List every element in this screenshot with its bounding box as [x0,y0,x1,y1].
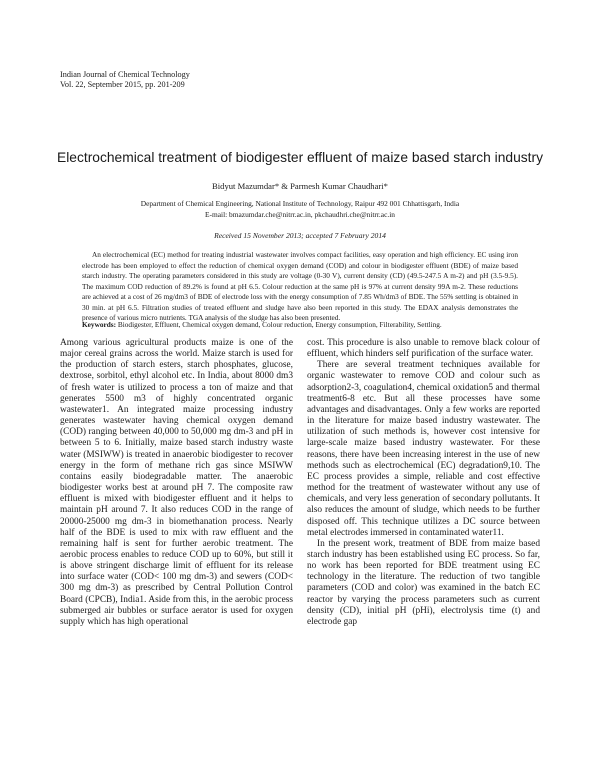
paragraph: Among various agricultural products maize is one of the major cereal grains across the world. Maize starch is used for the production of starch esters, starch phosphates, glucose, dextrose, sorbitol, ethyl alcohol etc. In India, about 8000 dm3 of fresh water is utilized to process a ton of maize and that generates 5500 m3 of highly concentrated organic wastewater1. An integrated maize processing industry generates wastewater having chemical oxygen demand (COD) ranging between 40,000 to 50,000 mg dm-3 and pH in between 5 to 6. Initially, maize based starch industry waste water (MSIWW) is treated in anaerobic biodigester to recover energy in the form of methane rich gas since MSIWW contains easily biodegradable matter. The anaerobic biodigester works best at around pH 7. The composite raw effluent is mixed with biodigester effluent and it helps to maintain pH around 7. It also reduces COD in the range of 20000-25000 mg dm-3 in biomethanation process. Nearly half of the BDE is used to mix with raw effluent and the remaining half is sent for further aerobic treatment. The aerobic process enables to reduce COD up to 60%, but still it is above stringent discharge limit of effluent for its release into surface water (COD< 100 mg dm-3) and sewers (COD< 300 mg dm-3) as prescribed by Central Pollution Control Board (CPCB), India1. Aside from this, in the aerobic process submerged air bubbles or surface aerator is used for oxygen supply which has high operational [60,338,293,627]
keywords-label: Keywords: [82,320,117,329]
keywords-list: Biodigester, Effluent, Chemical oxygen demand, Colour reduction, Energy consumption, Filterability, Settling. [117,320,442,329]
paper-title: Electrochemical treatment of biodigester effluent of maize based starch industry [57,150,543,165]
journal-header [60,70,190,90]
affiliation-block [0,198,600,220]
authors: Bidyut Mazumdar* & Parmesh Kumar Chaudhari* [212,181,388,191]
body-column-right [307,338,540,628]
journal-volume: Vol. 22, September 2015, pp. 201-209 [60,80,185,89]
affiliation: Department of Chemical Engineering, National Institute of Technology, Raipur 492 001 Chhattisgarh, India [140,199,460,208]
paragraph: In the present work, treatment of BDE from maize based starch industry has been established using EC process. So far, no work has been reported for BDE treatment using EC technology in the literature. The reduction of two tangible parameters (COD and color) was examined in the batch EC reactor by varying the process parameters such as current density (CD), initial pH (pHi), electrolysis time (t) and electrode gap [307,538,540,627]
paragraph: There are several treatment techniques available for organic wastewater to remove COD and colour such as adsorption2-3, coagulation4, chemical oxidation5 and thermal treatment6-8 etc. But all these processes have some advantages and disadvantages. Only a few works are reported in the literature for maize based industry wastewater. The utilization of such methods is, however cost intensive for large-scale maize based industry wastewater. For these reasons, there have been increasing interest in the use of new methods such as electrochemical (EC) degradation9,10. The EC process provides a simple, reliable and cost effective method for the treatment of wastewater without any use of chemicals, and very less generation of secondary pollutants. It also reduces the amount of sludge, which needs to be further disposed off. This technique utilizes a DC source between metal electrodes immersed in contaminated water11. [307,360,540,538]
keywords [82,320,540,329]
received-dates: Received 15 November 2013; accepted 7 February 2014 [214,231,386,240]
email: E-mail: bmazumdar.che@nitrr.ac.in, pkchaudhri.che@nitrr.ac.in [205,210,395,219]
abstract: An electrochemical (EC) method for treating industrial wastewater involves compact facilities, easy operation and high efficiency. EC using iron electrode has been employed to effect the reduction of chemical oxygen demand (COD) and colour in biodigester effluent (BDE) of maize based starch industry. The operating parameters considered in this study are voltage (0-30 V), current density (CD) (49.5-247.5 A m-2) and pH (3.5-9.5). The maximum COD reduction of 89.2% is found at pH 6.5. Colour reduction at the same pH is 97% at current density 99A m-2. These reductions are achieved at a cost of 26 mg/dm3 of BDE of electrode loss with the energy consumption of 7.85 Wh/dm3 of BDE. The 55% settling is obtained in 30 min. at pH 6.5. Filtration studies of treated effluent and sludge have also been reported in this study. The EDAX analysis demonstrates the presence of various micro nutrients. TGA analysis of the sludge has also been presented. [82,250,518,323]
body-column-left [60,338,293,628]
journal-name: Indian Journal of Chemical Technology [60,70,190,79]
paragraph: cost. This procedure is also unable to remove black colour of effluent, which hinders self purification of the surface water. [307,338,540,360]
